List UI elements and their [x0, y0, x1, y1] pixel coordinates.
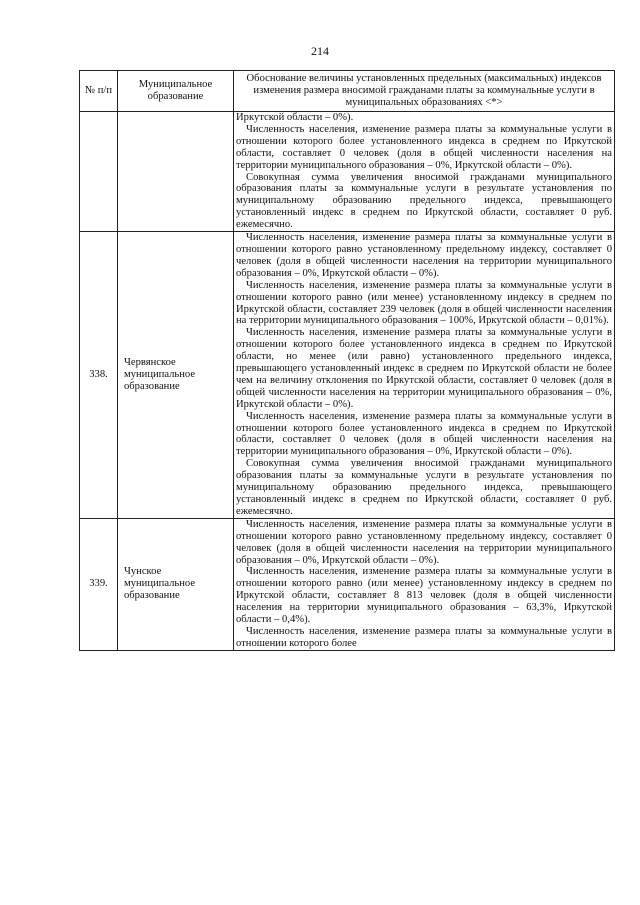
header-number: № п/п: [80, 71, 118, 112]
justification-paragraph: Численность населения, изменение размера платы за коммунальные услуги в отношении которого равно (или менее) установленному индексу в среднем по Иркутской области, составляет 239 человек (доля в общей численности населения на территории муниципального образования – 100%, Иркутской области – 0,01%).: [236, 279, 612, 327]
table-row: [80, 112, 615, 232]
header-municipality: Муниципальное образование: [118, 71, 234, 112]
justification-paragraph: Численность населения, изменение размера платы за коммунальные услуги в отношении которого более установленного индекса в среднем по Иркутской области, но менее (или равно) установленного предельного индекса, превышающего установленный индекс в среднем по Иркутской области не более чем на величину отклонения по Иркутской области, составляет 0 человек (доля в общей численности населения на территории муниципального образования – 0%, Иркутской области – 0%).: [236, 327, 612, 410]
row-number: 338.: [80, 232, 118, 519]
justification-paragraph: Совокупная сумма увеличения вносимой гражданами муниципального образования платы за коммунальные услуги в результате установления по муниципальному образованию предельного индекса, превышающего установленный индекс в среднем по Иркутской области, составляет 0 руб. ежемесячно.: [236, 171, 612, 231]
justification-paragraph: Численность населения, изменение размера платы за коммунальные услуги в отношении которого более: [236, 625, 612, 649]
index-justification-table: [79, 70, 615, 651]
justification-paragraph: Численность населения, изменение размера платы за коммунальные услуги в отношении которого более установленного индекса в среднем по Иркутской области, составляет 0 человек (доля в общей численности населения на территории муниципального образования – 0%, Иркутской области – 0%).: [236, 410, 612, 458]
municipality-name: [118, 112, 234, 232]
row-number: [80, 112, 118, 232]
justification-paragraph: Совокупная сумма увеличения вносимой гражданами муниципального образования платы за коммунальные услуги в результате установления по муниципальному образованию предельного индекса, превышающего установленный индекс в среднем по Иркутской области, составляет 0 руб. ежемесячно.: [236, 458, 612, 517]
justification-text: [234, 232, 615, 519]
justification-paragraph: Численность населения, изменение размера платы за коммунальные услуги в отношении которого равно (или менее) установленному индексу в среднем по Иркутской области, составляет 8 813 человек (доля в общей численности населения на территории муниципального образования – 63,3%, Иркутской области – 0,4%).: [236, 566, 612, 626]
table-row: [80, 518, 615, 650]
municipality-name: Червянское муниципальное образование: [118, 232, 234, 519]
justification-paragraph: Численность населения, изменение размера платы за коммунальные услуги в отношении которого равно установленному предельному индексу, составляет 0 человек (доля в общей численности населения на территории муниципального образования – 0%, Иркутской области – 0%).: [236, 518, 612, 566]
page-number: 214: [311, 44, 329, 58]
justification-paragraph: Численность населения, изменение размера платы за коммунальные услуги в отношении которого равно установленному предельному индексу, составляет 0 человек (доля в общей численности населения на территории муниципального образования – 0%, Иркутской области – 0%).: [236, 232, 612, 279]
row-number: 339.: [80, 518, 118, 650]
header-basis: Обоснование величины установленных предельных (максимальных) индексов изменения размера вносимой гражданами платы за коммунальные услуги в муниципальных образованиях <*>: [234, 71, 615, 112]
justification-paragraph: Иркутской области – 0%).: [236, 112, 354, 123]
table-row: [80, 232, 615, 519]
table-header-row: [80, 71, 615, 112]
justification-paragraph: Численность населения, изменение размера платы за коммунальные услуги в отношении которого более установленного индекса в среднем по Иркутской области, составляет 0 человек (доля в общей численности населения на территории муниципального образования – 0%, Иркутской области – 0%).: [236, 123, 612, 171]
justification-text: [234, 112, 615, 232]
municipality-name: Чунское муниципальное образование: [118, 518, 234, 650]
justification-text: [234, 518, 615, 650]
